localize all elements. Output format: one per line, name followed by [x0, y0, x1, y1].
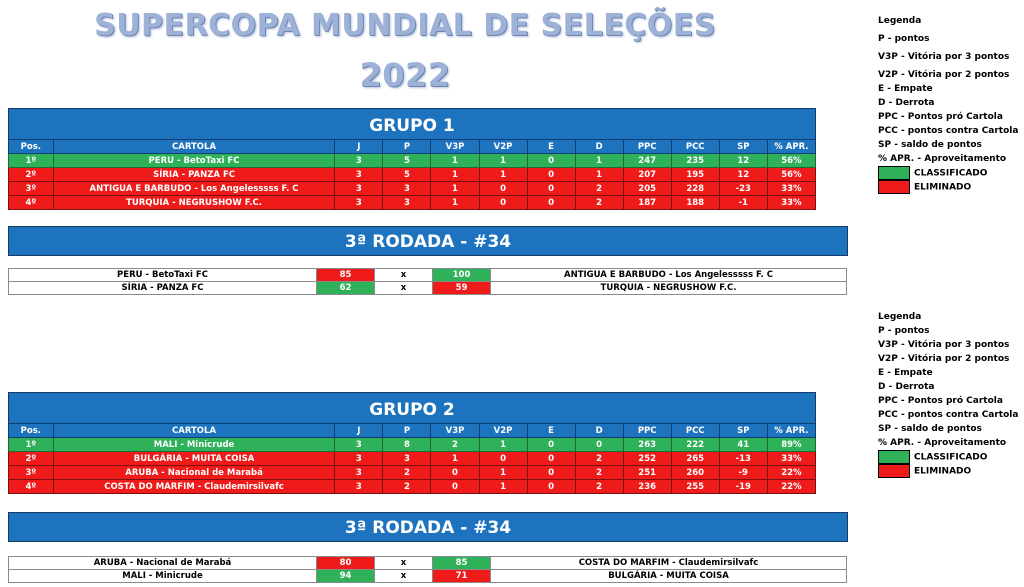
table-cell: 205	[623, 182, 671, 196]
col-header: PPC	[623, 140, 671, 154]
legend-item: V2P - Vitória por 2 pontos	[878, 70, 1010, 80]
table-cell: 0	[479, 452, 527, 466]
table-cell: 1	[431, 154, 479, 168]
home-score: 94	[317, 570, 375, 583]
table-cell: 0	[527, 196, 575, 210]
table-cell: 22%	[767, 480, 815, 494]
table-cell: 2	[383, 480, 431, 494]
legend-title: Legenda	[878, 16, 922, 26]
legend-item: V3P - Vitória por 3 pontos	[878, 52, 1010, 62]
legend	[878, 14, 1018, 194]
table-cell: 1	[479, 466, 527, 480]
table-cell: 0	[479, 182, 527, 196]
table-cell: 0	[527, 452, 575, 466]
table-header-row	[9, 140, 816, 154]
table-cell: 236	[623, 480, 671, 494]
table-cell: 41	[719, 438, 767, 452]
table-cell: -19	[719, 480, 767, 494]
table-cell: 207	[623, 168, 671, 182]
away-score: 71	[433, 570, 491, 583]
home-score: 80	[317, 557, 375, 570]
col-header: V3P	[431, 424, 479, 438]
versus: x	[375, 282, 433, 295]
table-cell: 2	[575, 480, 623, 494]
table-cell: 8	[383, 438, 431, 452]
red-swatch	[878, 464, 910, 478]
matches-table	[8, 268, 847, 295]
table-cell: 22%	[767, 466, 815, 480]
table-cell: 3	[335, 480, 383, 494]
legend-item: E - Empate	[878, 84, 933, 94]
table-cell: -23	[719, 182, 767, 196]
col-header: Pos.	[9, 424, 54, 438]
match-row	[9, 282, 847, 295]
standings-table	[8, 139, 816, 210]
legend-eliminated	[878, 180, 1018, 194]
col-header: PPC	[623, 424, 671, 438]
table-cell: 56%	[767, 168, 815, 182]
table-cell: 3º	[9, 182, 54, 196]
away-score: 59	[433, 282, 491, 295]
away-score: 85	[433, 557, 491, 570]
legend-eliminated	[878, 464, 1018, 478]
table-cell: 0	[575, 438, 623, 452]
col-header: E	[527, 140, 575, 154]
away-team: BULGÁRIA - MUITA COISA	[491, 570, 847, 583]
match-row	[9, 570, 847, 583]
legend-item: V2P - Vitória por 2 pontos	[878, 354, 1010, 364]
table-cell: 1	[431, 452, 479, 466]
table-cell: 3	[335, 168, 383, 182]
legend	[878, 310, 1018, 478]
table-cell: 2º	[9, 452, 54, 466]
home-team: MALI - Minicrude	[9, 570, 317, 583]
col-header: V2P	[479, 140, 527, 154]
legend-item: PCC - pontos contra Cartola	[878, 126, 1019, 136]
table-cell: 247	[623, 154, 671, 168]
table-cell: SÍRIA - PANZA FC	[53, 168, 335, 182]
home-team: SÍRIA - PANZA FC	[9, 282, 317, 295]
table-cell: 265	[671, 452, 719, 466]
versus: x	[375, 570, 433, 583]
green-swatch	[878, 450, 910, 464]
table-cell: 33%	[767, 196, 815, 210]
legend-item: PPC - Pontos pró Cartola	[878, 112, 1003, 122]
legend-eliminated-label: ELIMINADO	[914, 466, 972, 477]
col-header: % APR.	[767, 424, 815, 438]
col-header: P	[383, 424, 431, 438]
table-cell: 3	[383, 452, 431, 466]
legend-classified-label: CLASSIFICADO	[914, 452, 988, 463]
table-cell: ANTIGUA E BARBUDO - Los Angelesssss F. C	[53, 182, 335, 196]
group-title: GRUPO 2	[8, 392, 816, 423]
legend-classified	[878, 166, 1018, 180]
table-cell: 1	[575, 154, 623, 168]
legend-classified	[878, 450, 1018, 464]
table-cell: 228	[671, 182, 719, 196]
table-row	[9, 154, 816, 168]
table-row	[9, 452, 816, 466]
table-cell: 195	[671, 168, 719, 182]
table-cell: 260	[671, 466, 719, 480]
table-cell: 0	[479, 196, 527, 210]
legend-item: P - pontos	[878, 326, 930, 336]
legend-item: % APR. - Aproveitamento	[878, 438, 1007, 448]
table-cell: 5	[383, 168, 431, 182]
table-row	[9, 480, 816, 494]
legend-item: V3P - Vitória por 3 pontos	[878, 340, 1010, 350]
table-cell: 33%	[767, 182, 815, 196]
table-cell: -9	[719, 466, 767, 480]
table-cell: 1	[479, 154, 527, 168]
table-cell: 3	[335, 182, 383, 196]
table-row	[9, 182, 816, 196]
legend-item: P - pontos	[878, 34, 930, 44]
table-cell: 3º	[9, 466, 54, 480]
away-team: TURQUIA - NEGRUSHOW F.C.	[491, 282, 847, 295]
table-cell: 33%	[767, 452, 815, 466]
table-cell: 187	[623, 196, 671, 210]
table-cell: COSTA DO MARFIM - Claudemirsilvafc	[53, 480, 335, 494]
col-header: D	[575, 140, 623, 154]
table-cell: 2	[575, 182, 623, 196]
table-cell: 89%	[767, 438, 815, 452]
table-cell: 3	[383, 196, 431, 210]
col-header: PCC	[671, 140, 719, 154]
table-cell: MALI - Minicrude	[53, 438, 335, 452]
table-cell: 3	[335, 438, 383, 452]
table-cell: 3	[335, 466, 383, 480]
table-cell: 188	[671, 196, 719, 210]
away-score: 100	[433, 269, 491, 282]
table-cell: BULGÁRIA - MUITA COISA	[53, 452, 335, 466]
legend-item: D - Derrota	[878, 382, 935, 392]
col-header: SP	[719, 424, 767, 438]
table-cell: 251	[623, 466, 671, 480]
table-cell: 0	[527, 438, 575, 452]
red-swatch	[878, 180, 910, 194]
table-cell: PERU - BetoTaxi FC	[53, 154, 335, 168]
table-cell: 4º	[9, 196, 54, 210]
table-cell: 1	[431, 168, 479, 182]
table-cell: 3	[335, 452, 383, 466]
page-year: 2022	[359, 56, 451, 94]
table-cell: 0	[527, 182, 575, 196]
legend-classified-label: CLASSIFICADO	[914, 168, 988, 179]
table-cell: 235	[671, 154, 719, 168]
table-cell: 1	[431, 182, 479, 196]
home-score: 62	[317, 282, 375, 295]
table-cell: 4º	[9, 480, 54, 494]
table-cell: 5	[383, 154, 431, 168]
table-header-row	[9, 424, 816, 438]
table-cell: 252	[623, 452, 671, 466]
table-cell: 2	[575, 466, 623, 480]
table-cell: 0	[527, 168, 575, 182]
matches-table	[8, 556, 847, 583]
versus: x	[375, 557, 433, 570]
table-cell: 0	[527, 480, 575, 494]
col-header: J	[335, 424, 383, 438]
table-cell: 1	[479, 438, 527, 452]
table-cell: 1	[479, 168, 527, 182]
col-header: E	[527, 424, 575, 438]
table-cell: 2	[431, 438, 479, 452]
group-title: GRUPO 1	[8, 108, 816, 139]
col-header: PCC	[671, 424, 719, 438]
table-cell: 3	[335, 154, 383, 168]
legend-eliminated-label: ELIMINADO	[914, 182, 972, 193]
table-cell: ARUBA - Nacional de Marabá	[53, 466, 335, 480]
table-cell: -1	[719, 196, 767, 210]
col-header: SP	[719, 140, 767, 154]
legend-item: E - Empate	[878, 368, 933, 378]
legend-item: % APR. - Aproveitamento	[878, 154, 1007, 164]
page-title: SUPERCOPA MUNDIAL DE SELEÇÕES	[94, 8, 716, 43]
table-cell: 1	[479, 480, 527, 494]
group-2-standings	[8, 392, 816, 494]
table-cell: 1	[431, 196, 479, 210]
col-header: CARTOLA	[53, 424, 335, 438]
away-team: COSTA DO MARFIM - Claudemirsilvafc	[491, 557, 847, 570]
match-row	[9, 269, 847, 282]
col-header: V2P	[479, 424, 527, 438]
table-cell: 0	[527, 466, 575, 480]
table-cell: 1º	[9, 154, 54, 168]
col-header: Pos.	[9, 140, 54, 154]
match-row	[9, 557, 847, 570]
table-cell: 12	[719, 154, 767, 168]
table-cell: 1	[575, 168, 623, 182]
home-team: PERU - BetoTaxi FC	[9, 269, 317, 282]
table-cell: 1º	[9, 438, 54, 452]
green-swatch	[878, 166, 910, 180]
table-cell: 3	[383, 182, 431, 196]
table-cell: 56%	[767, 154, 815, 168]
round-title: 3ª RODADA - #34	[8, 512, 848, 542]
table-row	[9, 466, 816, 480]
table-cell: 2	[383, 466, 431, 480]
col-header: D	[575, 424, 623, 438]
standings-table	[8, 423, 816, 494]
legend-item: D - Derrota	[878, 98, 935, 108]
table-row	[9, 438, 816, 452]
legend-item: PCC - pontos contra Cartola	[878, 410, 1019, 420]
table-cell: 255	[671, 480, 719, 494]
table-cell: 2	[575, 196, 623, 210]
col-header: P	[383, 140, 431, 154]
group-1-standings	[8, 108, 816, 210]
table-cell: 3	[335, 196, 383, 210]
home-team: ARUBA - Nacional de Marabá	[9, 557, 317, 570]
table-cell: 2º	[9, 168, 54, 182]
table-cell: 0	[431, 480, 479, 494]
table-cell: -13	[719, 452, 767, 466]
table-cell: TURQUIA - NEGRUSHOW F.C.	[53, 196, 335, 210]
col-header: CARTOLA	[53, 140, 335, 154]
table-cell: 0	[431, 466, 479, 480]
table-row	[9, 168, 816, 182]
away-team: ANTIGUA E BARBUDO - Los Angelesssss F. C	[491, 269, 847, 282]
table-row	[9, 196, 816, 210]
legend-item: SP - saldo de pontos	[878, 140, 982, 150]
home-score: 85	[317, 269, 375, 282]
legend-item: PPC - Pontos pró Cartola	[878, 396, 1003, 406]
col-header: % APR.	[767, 140, 815, 154]
col-header: J	[335, 140, 383, 154]
table-cell: 2	[575, 452, 623, 466]
table-cell: 0	[527, 154, 575, 168]
col-header: V3P	[431, 140, 479, 154]
round-title: 3ª RODADA - #34	[8, 226, 848, 256]
table-cell: 12	[719, 168, 767, 182]
legend-title: Legenda	[878, 312, 922, 322]
table-cell: 222	[671, 438, 719, 452]
versus: x	[375, 269, 433, 282]
legend-item: SP - saldo de pontos	[878, 424, 982, 434]
table-cell: 263	[623, 438, 671, 452]
